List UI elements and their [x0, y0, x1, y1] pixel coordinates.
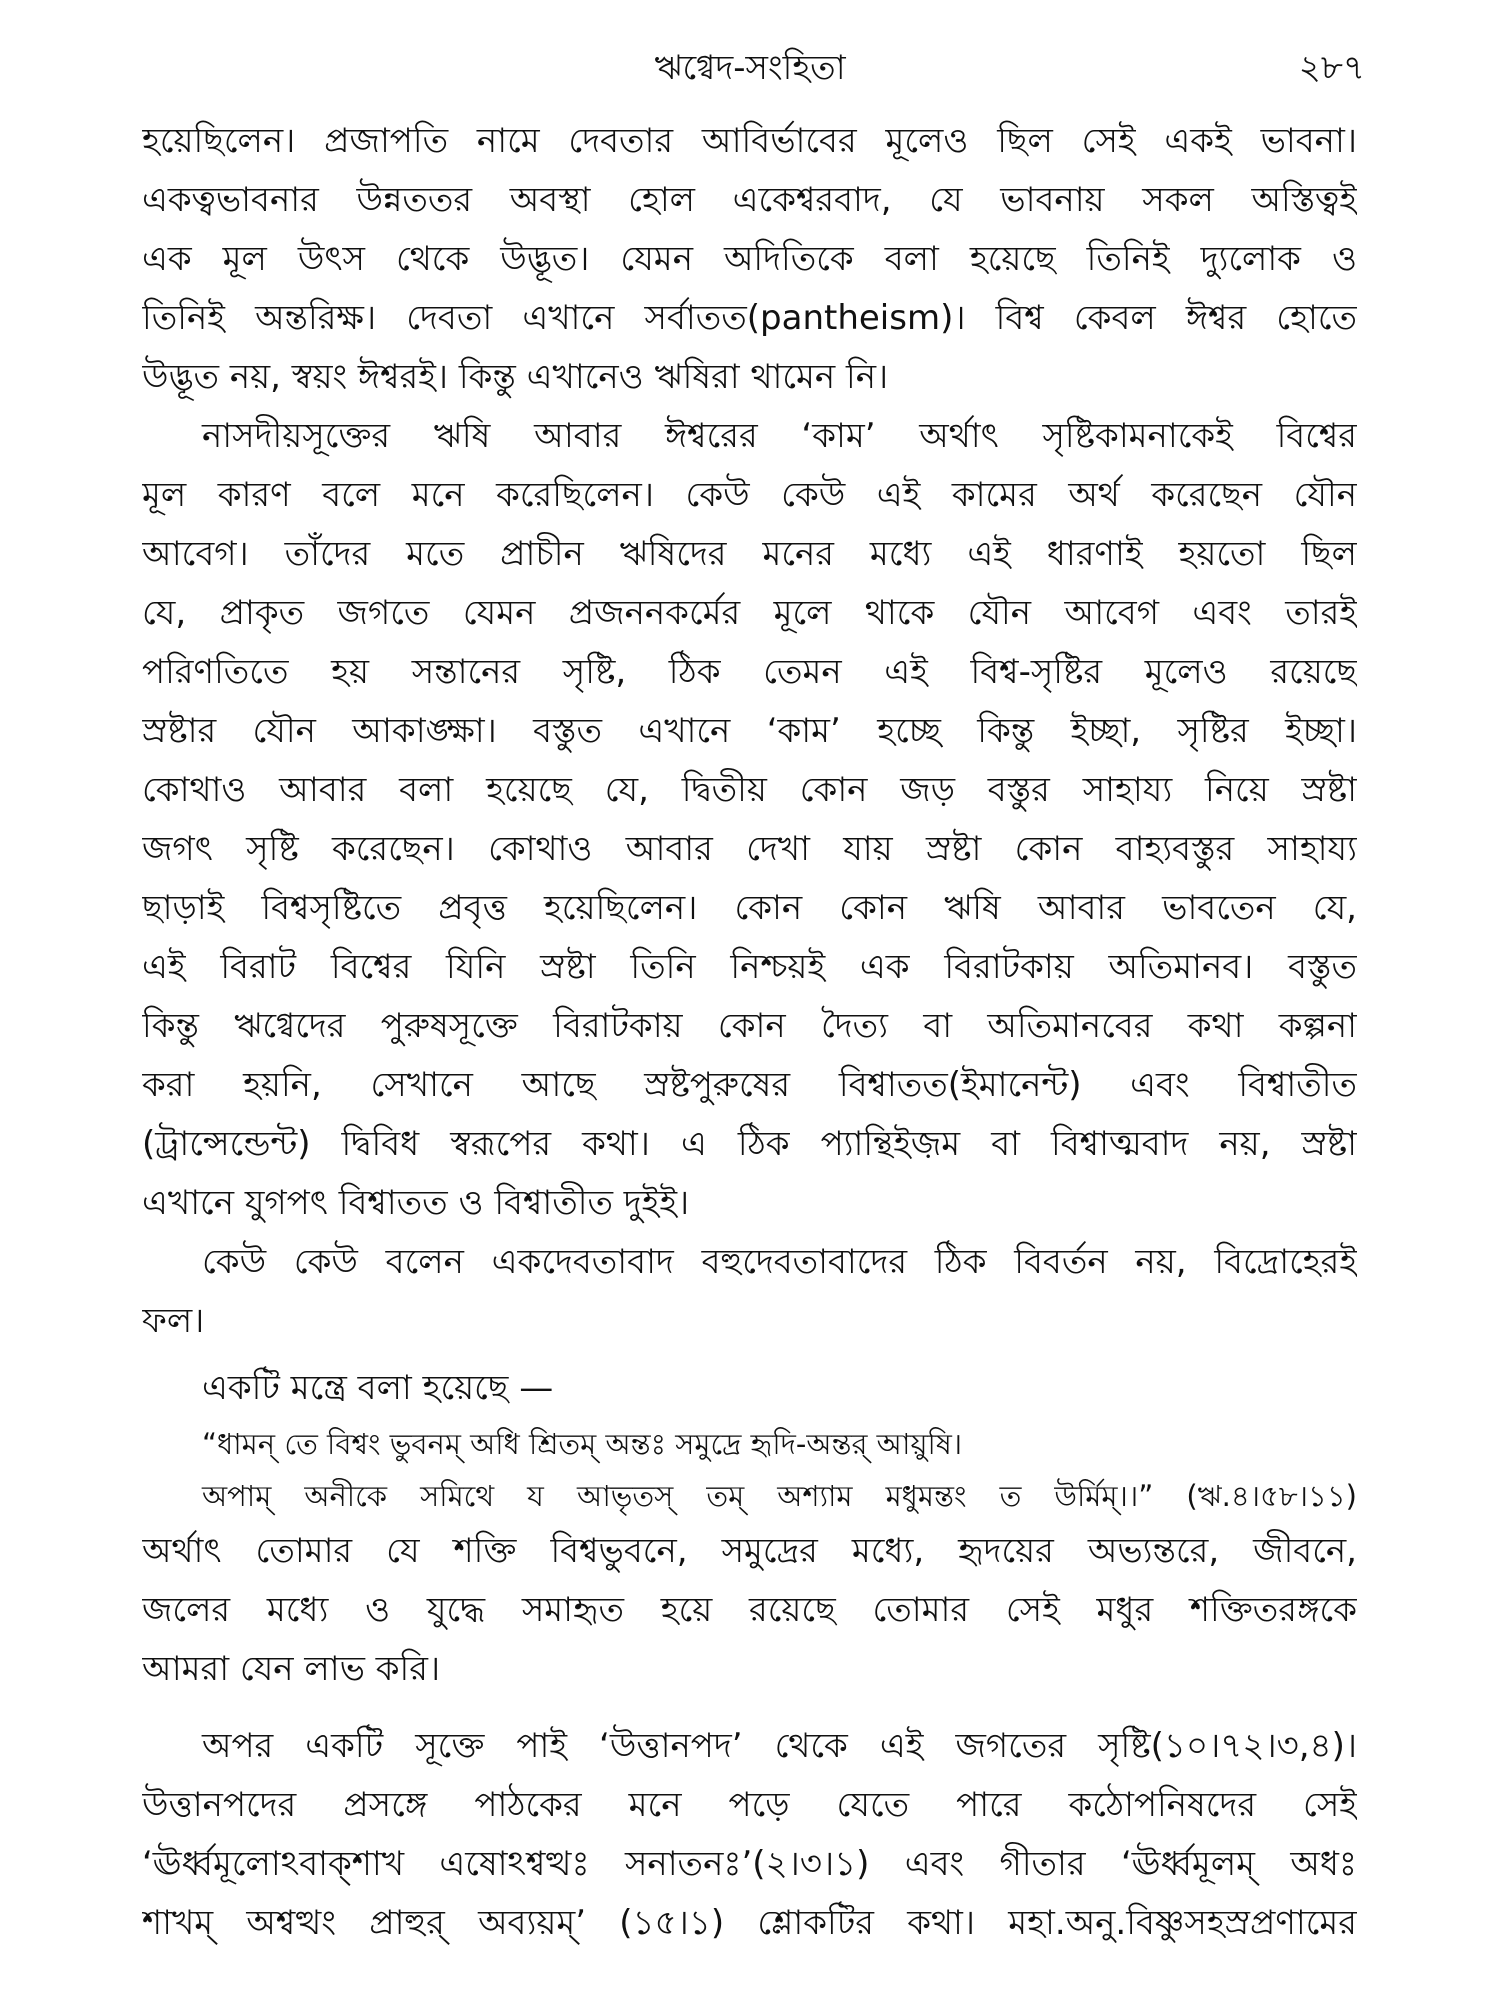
text-line: (ট্রান্সেন্ডেন্ট) দ্বিবিধ স্বরূপের কথা। এ ঠিক প্যান্থিইজ়ম বা বিশ্বাত্মবাদ নয়, স্রষ্টা: [142, 1124, 1357, 1164]
text-line: হয়েছিলেন। প্রজাপতি নামে দেবতার আবির্ভাবের মূলেও ছিল সেই একই ভাবনা।: [142, 121, 1357, 161]
text-line: ফল।: [142, 1301, 205, 1341]
text-line: তিনিই অন্তরিক্ষ। দেবতা এখানে সর্বাতত(pantheism)। বিশ্ব কেবল ঈশ্বর হোতে: [142, 298, 1357, 338]
text-line: পরিণতিতে হয় সন্তানের সৃষ্টি, ঠিক তেমন এই বিশ্ব-সৃষ্টির মূলেও রয়েছে: [142, 652, 1357, 692]
verse-intro: একটি মন্ত্রে বলা হয়েছে —: [202, 1368, 554, 1408]
text-line: এখানে যুগপৎ বিশ্বাতত ও বিশ্বাতীত দুইই।: [142, 1183, 690, 1223]
text-line: করা হয়নি, সেখানে আছে স্রষ্টপুরুষের বিশ্বাতত(ইমানেন্ট) এবং বিশ্বাতীত: [142, 1065, 1357, 1105]
text-line: জগৎ সৃষ্টি করেছেন। কোথাও আবার দেখা যায় স্রষ্টা কোন বাহ্যবস্তুর সাহায্য: [142, 829, 1357, 869]
text-line: কিন্তু ঋগ্বেদের পুরুষসূক্তে বিরাটকায় কোন দৈত্য বা অতিমানবের কথা কল্পনা: [142, 1006, 1357, 1046]
verse-line: “ধামন্ তে বিশ্বং ভুবনম্ অধি শ্রিতম্ অন্তঃ সমুদ্রে হৃদি-অন্তর্ আয়ুষি।: [202, 1427, 963, 1461]
text-line: আবেগ। তাঁদের মতে প্রাচীন ঋষিদের মনের মধ্যে এই ধারণাই হয়তো ছিল: [142, 534, 1357, 574]
text-line: একত্বভাবনার উন্নততর অবস্থা হোল একেশ্বরবাদ, যে ভাবনায় সকল অস্তিত্বই: [142, 180, 1357, 220]
text-line: যে, প্রাকৃত জগতে যেমন প্রজননকর্মের মূলে থাকে যৌন আবেগ এবং তারই: [142, 593, 1357, 633]
text-line: উদ্ভূত নয়, স্বয়ং ঈশ্বরই। কিন্তু এখানেও ঋষিরা থামেন নি।: [142, 357, 889, 397]
page-number: ২৮৭: [1298, 48, 1365, 88]
text-line: জলের মধ্যে ও যুদ্ধে সমাহৃত হয়ে রয়েছে তোমার সেই মধুর শক্তিতরঙ্গকে: [142, 1590, 1357, 1630]
text-line: ‘ঊর্ধ্বমূলোঽবাক্‌শাখ এষোঽশ্বত্থঃ সনাতনঃ’(২।৩।১) এবং গীতার ‘ঊর্ধ্বমূলম্ অধঃ: [142, 1844, 1357, 1884]
text-line: ছাড়াই বিশ্বসৃষ্টিতে প্রবৃত্ত হয়েছিলেন। কোন কোন ঋষি আবার ভাবতেন যে,: [142, 888, 1357, 928]
text-line: নাসদীয়সূক্তের ঋষি আবার ঈশ্বরের ‘কাম’ অর্থাৎ সৃষ্টিকামনাকেই বিশ্বের: [202, 416, 1357, 456]
text-line: অপর একটি সূক্তে পাই ‘উত্তানপদ’ থেকে এই জগতের সৃষ্টি(১০।৭২।৩,৪)।: [202, 1726, 1357, 1766]
text-line: মূল কারণ বলে মনে করেছিলেন। কেউ কেউ এই কামের অর্থ করেছেন যৌন: [142, 475, 1357, 515]
paragraph-final: [142, 1717, 1357, 1953]
paragraph-3: [142, 1233, 1357, 1351]
text-line: স্রষ্টার যৌন আকাঙ্ক্ষা। বস্তুত এখানে ‘কাম’ হচ্ছে কিন্তু ইচ্ছা, সৃষ্টির ইচ্ছা।: [142, 711, 1357, 751]
running-header: [0, 38, 1500, 98]
paragraph-1: [142, 112, 1357, 407]
body-text: [142, 112, 1357, 1953]
running-head-title: ঋগ্বেদ-সংহিতা: [654, 48, 846, 88]
text-line: অর্থাৎ তোমার যে শক্তি বিশ্বভুবনে, সমুদ্রের মধ্যে, হৃদয়ের অভ্যন্তরে, জীবনে,: [142, 1531, 1357, 1571]
text-line: কেউ কেউ বলেন একদেবতাবাদ বহুদেবতাবাদের ঠিক বিবর্তন নয়, বিদ্রোহেরই: [202, 1242, 1357, 1282]
verse-quote: [142, 1418, 1357, 1522]
verse-line: অপাম্ অনীকে সমিথে য আভৃতস্ তম্ অশ্যাম মধুমন্তং ত উর্মিম্।।” (ঋ.৪।৫৮।১১): [202, 1479, 1357, 1513]
paragraph-gap: [142, 1699, 1357, 1717]
paragraph-2: [142, 407, 1357, 1233]
text-line: উত্তানপদের প্রসঙ্গে পাঠকের মনে পড়ে যেতে পারে কঠোপনিষদের সেই: [142, 1785, 1357, 1825]
verse-translation: [142, 1522, 1357, 1699]
text-line: শাখম্ অশ্বত্থং প্রাহুর্ অব্যয়ম্’ (১৫।১) শ্লোকটির কথা। মহা.অনু.বিষ্ণুসহস্রপ্রণামের: [142, 1903, 1357, 1943]
text-line: এই বিরাট বিশ্বের যিনি স্রষ্টা তিনি নিশ্চয়ই এক বিরাটকায় অতিমানব। বস্তুত: [142, 947, 1357, 987]
text-line: আমরা যেন লাভ করি।: [142, 1649, 441, 1689]
text-line: এক মূল উৎস থেকে উদ্ভূত। যেমন অদিতিকে বলা হয়েছে তিনিই দ্যুলোক ও: [142, 239, 1357, 279]
text-line: কোথাও আবার বলা হয়েছে যে, দ্বিতীয় কোন জড় বস্তুর সাহায্য নিয়ে স্রষ্টা: [142, 770, 1357, 810]
